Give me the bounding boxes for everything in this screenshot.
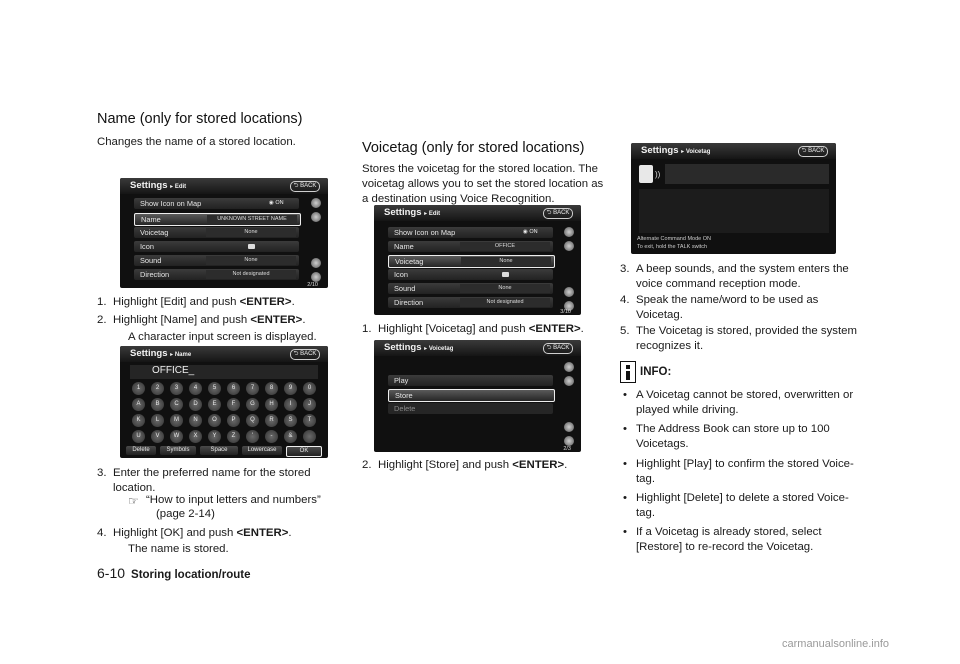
kb-key: K [132,414,145,427]
row-direction: Direction Not designated [134,269,299,280]
kb-key: O [208,414,221,427]
kb-key: E [208,398,221,411]
edit-office-screen-screenshot: Settings ▸ Edit ⮌ BACK Show Icon on Map ◉ ON Name OFFICE Voicetag None Icon Sound None Direction Not designated 3/10 [374,205,581,315]
kb-key: B [151,398,164,411]
kb-key: 2 [151,382,164,395]
edit-screen-screenshot: Settings ▸ Edit ⮌ BACK Show Icon on Map ◉ ON Name UNKNOWN STREET NAME Voicetag None Icon Sound None Direction Not designated 2/10 [120,178,328,288]
kb-key: V [151,430,164,443]
kb-key: 8 [265,382,278,395]
keyboard-screen-screenshot: Settings ▸ Name ⮌ BACK OFFICE_ 1 2 3 4 5 6 7 8 9 0 A B C D E F G H I J K L M N O P Q R S T U V W X Y Z ' - & Delete Symbols Space Lowercase OK [120,346,328,458]
show-icon-row: Show Icon on Map ◉ ON [134,198,299,209]
kb-key [303,430,316,443]
kb-key: U [132,430,145,443]
row-name: Name UNKNOWN STREET NAME [134,213,301,226]
kb-key: A [132,398,145,411]
voicetag-intro-3: a destination using Voice Recognition. [362,193,555,205]
kb-key: H [265,398,278,411]
kb-key: L [151,414,164,427]
kb-key: 1 [132,382,145,395]
kb-key: & [284,430,297,443]
kb-key: 9 [284,382,297,395]
screen-title: Settings [130,180,168,191]
page-number: 6-10 [97,565,126,581]
kb-key: 7 [246,382,259,395]
screen-subtitle: Edit [174,184,187,190]
kb-key: T [303,414,316,427]
kb-entry-text: OFFICE_ [152,365,195,376]
kb-key: W [170,430,183,443]
kb-key: Q [246,414,259,427]
section-name: Storing location/route [131,569,251,581]
kb-key: R [265,414,278,427]
kb-key: N [189,414,202,427]
kb-key: C [170,398,183,411]
reference-page: (page 2-14) [156,508,215,520]
alt-mode-text: Alternate Command Mode ON [637,236,711,242]
voicetag-intro-1: Stores the voicetag for the stored location. The [362,163,598,175]
back-button: ⮌ BACK [290,181,320,192]
kb-key: 0 [303,382,316,395]
watermark: carmanualsonline.info [782,638,890,650]
kb-key: 5 [208,382,221,395]
kb-lowercase: Lowercase [242,446,282,455]
kb-ok: OK [286,446,322,457]
kb-key: G [246,398,259,411]
voicetag-intro-2: voicetag allows you to set the stored location as [362,178,604,190]
kb-symbols: Symbols [160,446,196,455]
kb-key: 3 [170,382,183,395]
kb-delete: Delete [126,446,156,455]
kb-key: P [227,414,240,427]
voicetag-menu-screenshot: Settings ▸ Voicetag ⮌ BACK Play Store Delete 2/3 [374,340,581,452]
kb-key: - [265,430,278,443]
section-heading-name: Name (only for stored locations) [97,111,303,127]
kb-key: M [170,414,183,427]
voice-command-screenshot: Settings ▸ Voicetag ⮌ BACK )) Alternate Command Mode ON To exit, hold the TALK switch [631,143,836,254]
info-icon [620,361,636,383]
name-step-4-note: The name is stored. [128,543,229,555]
section-heading-voicetag: Voicetag (only for stored locations) [362,140,585,156]
kb-key: F [227,398,240,411]
reference-icon: ☞ [128,494,139,508]
kb-key: Y [208,430,221,443]
reference-text: “How to input letters and numbers” [146,494,321,506]
kb-key: 6 [227,382,240,395]
kb-key: X [189,430,202,443]
name-intro-text: Changes the name of a stored location. [97,136,296,148]
row-voicetag: Voicetag None [134,227,299,238]
kb-key: ' [246,430,259,443]
back-button: ⮌ BACK [290,349,320,360]
info-label: INFO: [640,366,672,378]
speaker-icon [639,165,653,183]
page-indicator: 2/10 [307,282,318,288]
kb-space: Space [200,446,238,455]
kb-key: S [284,414,297,427]
talk-exit-text: To exit, hold the TALK switch [637,244,708,250]
kb-key: 4 [189,382,202,395]
name-step-2-note: A character input screen is displayed. [128,331,317,343]
row-icon: Icon [134,241,299,252]
kb-key: Z [227,430,240,443]
row-sound: Sound None [134,255,299,266]
kb-key: I [284,398,297,411]
kb-key: J [303,398,316,411]
kb-key: D [189,398,202,411]
page-footer [97,565,251,583]
